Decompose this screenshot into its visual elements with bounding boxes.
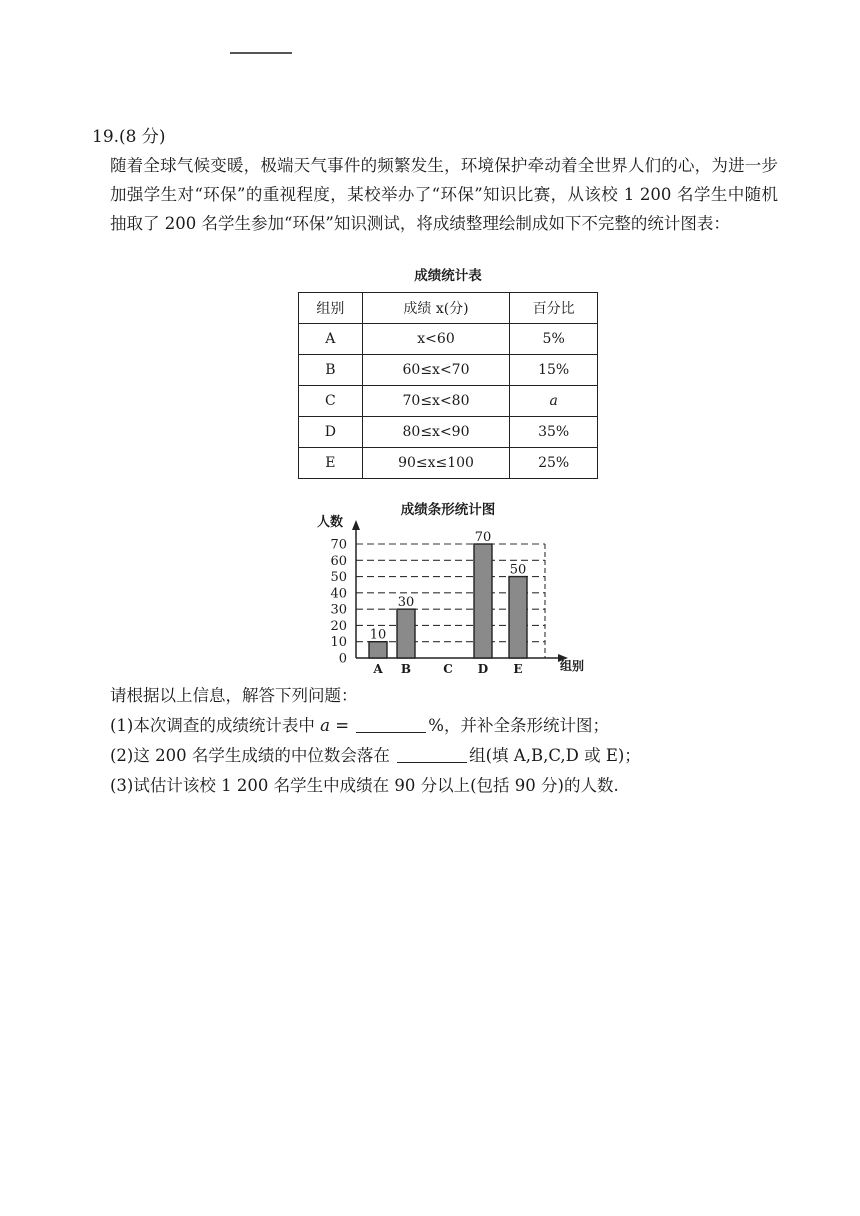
cell-group: B <box>299 355 363 386</box>
cell-percent: 25% <box>510 448 598 479</box>
question-points: (8 分) <box>119 127 166 147</box>
prompt-text: 请根据以上信息，解答下列问题： <box>110 686 358 705</box>
cell-percent: a <box>510 386 598 417</box>
y-tick-label: 30 <box>330 602 347 618</box>
y-axis-label: 人数 <box>316 515 344 530</box>
q1-equals: = <box>329 716 355 735</box>
q1-text-after: %，并补全条形统计图； <box>428 716 609 735</box>
y-tick-label: 70 <box>330 537 347 553</box>
bar <box>509 577 527 658</box>
sub-question-2 <box>110 741 790 771</box>
score-table <box>298 292 598 479</box>
x-tick-label: D <box>477 662 489 676</box>
sub-question-1 <box>110 711 790 741</box>
q1-text-before: (1)本次调查的成绩统计表中 <box>110 716 321 735</box>
table-row <box>299 324 598 355</box>
x-tick-label: B <box>400 662 412 676</box>
table-title: 成绩统计表 <box>414 268 482 284</box>
x-tick-label: E <box>513 662 523 676</box>
data-label: 50 <box>509 562 527 578</box>
cell-range: 70≤x<80 <box>362 386 510 417</box>
y-tick-label: 60 <box>330 553 347 569</box>
top-rule <box>230 52 292 54</box>
x-tick-label: C <box>443 662 453 676</box>
x-axis-label: 组别 <box>559 659 585 673</box>
cell-percent: 15% <box>510 355 598 386</box>
data-label: 70 <box>474 530 492 545</box>
cell-range: 60≤x<70 <box>362 355 510 386</box>
cell-range: 90≤x≤100 <box>362 448 510 479</box>
x-tick-label: A <box>373 662 383 676</box>
y-tick-label: 20 <box>330 618 347 634</box>
table-header-percent: 百分比 <box>510 293 598 324</box>
y-tick-label: 0 <box>338 651 347 667</box>
bar-chart <box>300 508 600 678</box>
intro-text: 随着全球气候变暖，极端天气事件的频繁发生，环境保护牵动着全世界人们的心，为进一步加强学生对“环保”的重视程度，某校举办了“环保”知识比赛，从该校 1 200 名学生中随机抽取了 200 名学生参加“环保”知识测试，将成绩整理绘制成如下不完整的统计图表： <box>110 156 778 233</box>
cell-group: C <box>299 386 363 417</box>
y-tick-label: 40 <box>330 586 347 602</box>
data-label: 30 <box>397 595 415 611</box>
sub-question-3: (3)试估计该校 1 200 名学生中成绩在 90 分以上(包括 90 分)的人数. <box>110 776 619 795</box>
y-axis-arrow <box>352 520 360 530</box>
cell-group: E <box>299 448 363 479</box>
table-header-group: 组别 <box>299 293 363 324</box>
chart-title: 成绩条形统计图 <box>400 502 496 518</box>
cell-percent: 35% <box>510 417 598 448</box>
q2-answer-blank[interactable] <box>397 746 467 764</box>
cell-group: D <box>299 417 363 448</box>
table-row <box>299 355 598 386</box>
q1-variable: a <box>320 716 330 735</box>
q1-answer-blank[interactable] <box>356 716 426 734</box>
table-row <box>299 448 598 479</box>
data-label: 10 <box>369 627 387 643</box>
question-intro <box>110 151 778 238</box>
question-header <box>92 122 166 147</box>
q2-text-after: 组(填 A,B,C,D 或 E)； <box>469 746 641 765</box>
table-row <box>299 386 598 417</box>
cell-range: x<60 <box>362 324 510 355</box>
y-tick-label: 50 <box>330 570 347 586</box>
table-header-row <box>299 293 598 324</box>
table-header-score: 成绩 x(分) <box>362 293 510 324</box>
bar <box>369 642 387 658</box>
q2-text-before: (2)这 200 名学生成绩的中位数会落在 <box>110 746 396 765</box>
cell-group: A <box>299 324 363 355</box>
table-row <box>299 417 598 448</box>
cell-percent: 5% <box>510 324 598 355</box>
y-tick-label: 10 <box>330 635 347 651</box>
question-number: 19. <box>92 127 120 147</box>
questions-block <box>110 681 790 801</box>
cell-range: 80≤x<90 <box>362 417 510 448</box>
bar <box>474 544 492 658</box>
bar <box>397 609 415 658</box>
